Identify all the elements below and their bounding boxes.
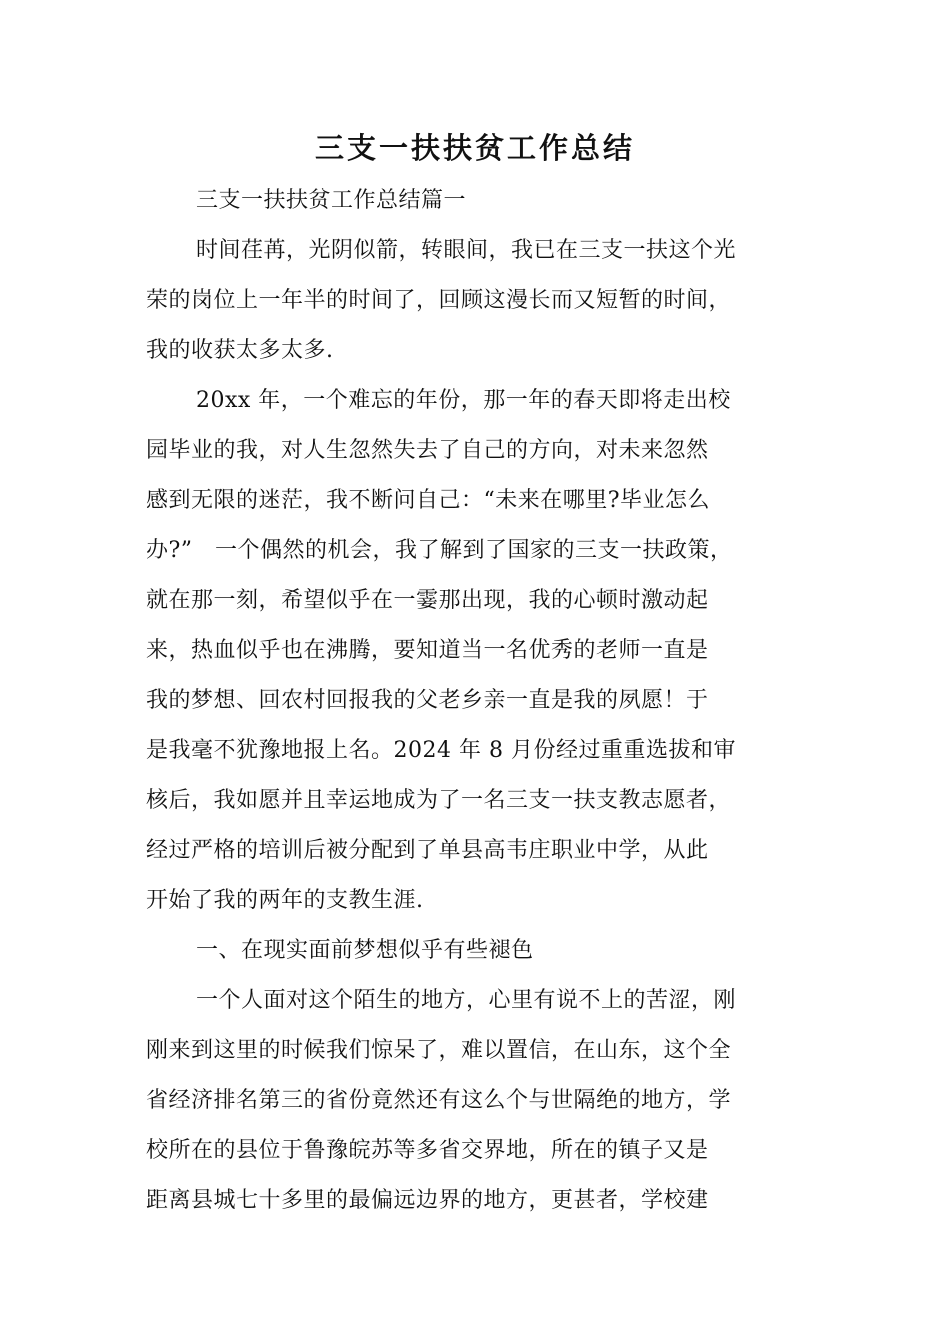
text-line: 省经济排名第三的省份竟然还有这么个与世隔绝的地方，学	[146, 1088, 732, 1113]
text-line: 距离县城七十多里的最偏远边界的地方，更甚者，学校建	[146, 1188, 709, 1213]
text-line: 刚来到这里的时候我们惊呆了，难以置信，在山东，这个全	[146, 1038, 732, 1063]
text-line: 我的梦想、回农村回报我的父老乡亲一直是我的夙愿！于	[146, 688, 709, 713]
text-line: 时间荏苒，光阴似箭，转眼间，我已在三支一扶这个光	[196, 238, 737, 263]
text-line: 开始了我的两年的支教生涯.	[146, 888, 424, 913]
section-heading: 三支一扶扶贫工作总结篇一	[196, 188, 467, 213]
text-line: 荣的岗位上一年半的时间了，回顾这漫长而又短暂的时间，	[146, 288, 732, 313]
text-line: 校所在的县位于鲁豫皖苏等多省交界地，所在的镇子又是	[146, 1138, 709, 1163]
text-line: 我的收获太多太多.	[146, 338, 334, 363]
text-line: 来，热血似乎也在沸腾，要知道当一名优秀的老师一直是	[146, 638, 709, 663]
subsection-heading: 一、在现实面前梦想似乎有些褪色	[196, 938, 534, 963]
text-line: 核后，我如愿并且幸运地成为了一名三支一扶支教志愿者，	[146, 788, 732, 813]
document-title: 三支一扶扶贫工作总结	[314, 131, 635, 165]
text-line: 20xx 年，一个难忘的年份，那一年的春天即将走出校	[196, 388, 731, 413]
text-line: 感到无限的迷茫，我不断问自己：“未来在哪里?毕业怎么	[146, 488, 711, 513]
text-line: 经过严格的培训后被分配到了单县高韦庄职业中学，从此	[146, 838, 709, 863]
text-line: 办?” 一个偶然的机会，我了解到了国家的三支一扶政策，	[146, 538, 733, 563]
text-line: 就在那一刻，希望似乎在一霎那出现，我的心顿时激动起	[146, 588, 709, 613]
text-line: 一个人面对这个陌生的地方，心里有说不上的苦涩，刚	[196, 988, 737, 1013]
text-line: 是我毫不犹豫地报上名。2024 年 8 月份经过重重选拔和审	[146, 738, 736, 763]
text-line: 园毕业的我，对人生忽然失去了自己的方向，对未来忽然	[146, 438, 709, 463]
